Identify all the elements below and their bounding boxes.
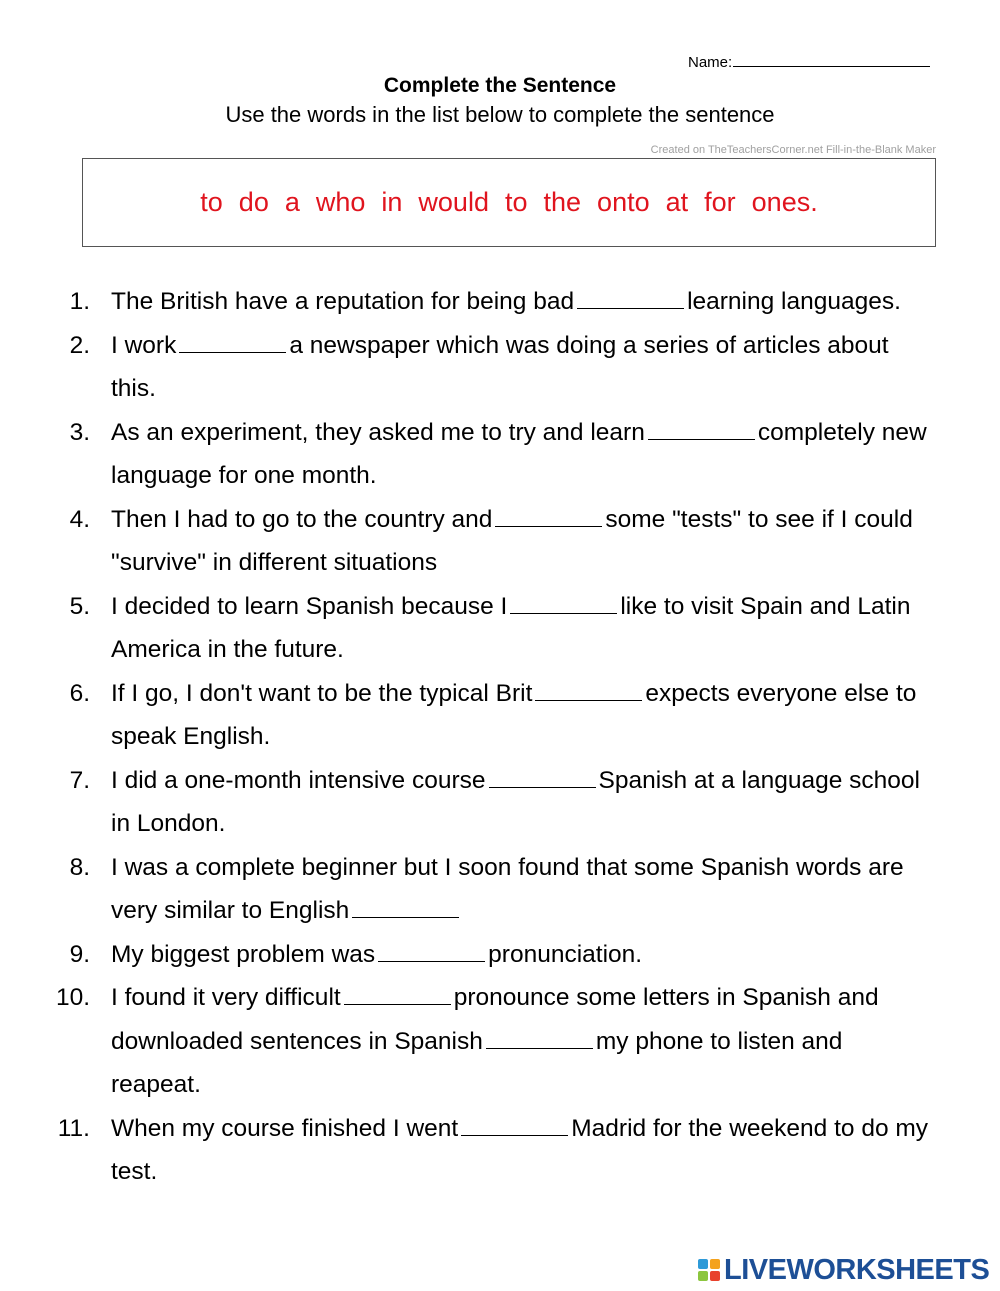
logo-icon: [698, 1259, 720, 1281]
question-item: [0, 1107, 931, 1194]
question-number: 10.: [55, 984, 90, 1011]
question-text: My biggest problem was: [111, 940, 376, 968]
question-number: 5.: [69, 592, 90, 620]
answer-blank[interactable]: [344, 982, 451, 1005]
answer-blank[interactable]: [495, 504, 602, 527]
question-item: [0, 280, 931, 324]
logo-square: [710, 1271, 720, 1281]
answer-blank[interactable]: [461, 1113, 568, 1136]
question-number: 4.: [69, 505, 90, 533]
word-bank-word[interactable]: who: [315, 187, 366, 217]
answer-blank[interactable]: [648, 417, 755, 440]
answer-blank[interactable]: [510, 591, 617, 614]
liveworksheets-logo: [698, 1255, 989, 1285]
question-text: a newspaper which was doing a series of articles about this.: [111, 331, 889, 402]
question-item: [0, 846, 931, 933]
instructions: Use the words in the list below to complete the sentence: [225, 102, 775, 127]
word-bank-word[interactable]: at: [665, 187, 689, 217]
question-number: 3.: [69, 418, 90, 446]
question-text: If I go, I don't want to be the typical Brit: [111, 679, 533, 707]
question-list: [0, 280, 1000, 1194]
name-label: Name:: [688, 54, 733, 71]
word-bank-word[interactable]: to: [200, 187, 223, 217]
question-number: 7.: [69, 766, 90, 794]
question-text: I was a complete beginner but I soon found that some Spanish words are very similar to English: [111, 853, 904, 924]
answer-blank[interactable]: [352, 895, 459, 918]
logo-text: LIVEWORKSHEETS: [724, 1253, 990, 1286]
question-text: completely new language for one month.: [111, 418, 927, 489]
logo-square: [698, 1271, 708, 1281]
word-bank-word[interactable]: onto: [597, 187, 650, 217]
question-text: Then I had to go to the country and: [111, 505, 493, 533]
word-bank: [82, 158, 936, 247]
word-bank-word[interactable]: ones.: [751, 187, 818, 217]
question-number: 8.: [69, 853, 90, 881]
question-text: like to visit Spain and Latin America in the future.: [111, 592, 911, 663]
question-text: learning languages.: [687, 288, 901, 315]
word-bank-word[interactable]: in: [381, 187, 403, 217]
question-text: I work: [111, 331, 177, 359]
question-text: my phone to listen and reapeat.: [111, 1027, 843, 1098]
question-item: [0, 585, 931, 672]
word-bank-word[interactable]: the: [543, 187, 582, 217]
question-item: [0, 672, 931, 759]
question-item: [0, 498, 931, 585]
question-number: 11.: [57, 1114, 90, 1142]
question-text: Madrid for the weekend to do my test.: [111, 1114, 929, 1185]
word-bank-word[interactable]: would: [418, 187, 489, 217]
question-text: As an experiment, they asked me to try and learn: [111, 418, 645, 446]
answer-blank[interactable]: [378, 939, 485, 962]
question-item: [0, 933, 931, 977]
question-text: The British have a reputation for being bad: [111, 288, 575, 315]
word-bank-word[interactable]: a: [284, 187, 300, 217]
question-number: 2.: [69, 331, 90, 359]
answer-blank[interactable]: [577, 286, 684, 309]
word-bank-word[interactable]: for: [704, 187, 736, 217]
question-number: 9.: [69, 940, 90, 968]
question-text: When my course finished I went: [111, 1114, 459, 1142]
word-bank-word[interactable]: do: [238, 187, 269, 217]
question-text: I found it very difficult: [111, 984, 341, 1011]
question-text: Spanish at a language school in London.: [111, 766, 920, 837]
answer-blank[interactable]: [179, 330, 286, 353]
question-text: I did a one-month intensive course: [111, 766, 486, 794]
answer-blank[interactable]: [486, 1026, 593, 1049]
logo-square: [698, 1259, 708, 1269]
question-text: expects everyone else to speak English.: [111, 679, 917, 750]
question-item: [0, 976, 931, 1107]
name-blank[interactable]: [733, 52, 930, 67]
question-item: [0, 324, 931, 411]
question-item: [0, 411, 931, 498]
question-text: I decided to learn Spanish because I: [111, 592, 508, 620]
answer-blank[interactable]: [489, 765, 596, 788]
question-number: 6.: [69, 679, 90, 707]
question-item: [0, 759, 931, 846]
answer-blank[interactable]: [535, 678, 642, 701]
logo-square: [710, 1259, 720, 1269]
name-field: [688, 52, 930, 71]
credit-text: Created on TheTeachersCorner.net Fill-in-the-Blank Maker: [650, 144, 936, 156]
question-number: 1.: [69, 288, 90, 315]
page-title: Complete the Sentence: [383, 74, 617, 97]
question-text: pronunciation.: [488, 940, 643, 968]
question-text: some "tests" to see if I could "survive" in different situations: [111, 505, 913, 576]
word-bank-word[interactable]: to: [504, 187, 528, 217]
question-text: pronounce some letters in Spanish and downloaded sentences in Spanish: [111, 984, 879, 1055]
